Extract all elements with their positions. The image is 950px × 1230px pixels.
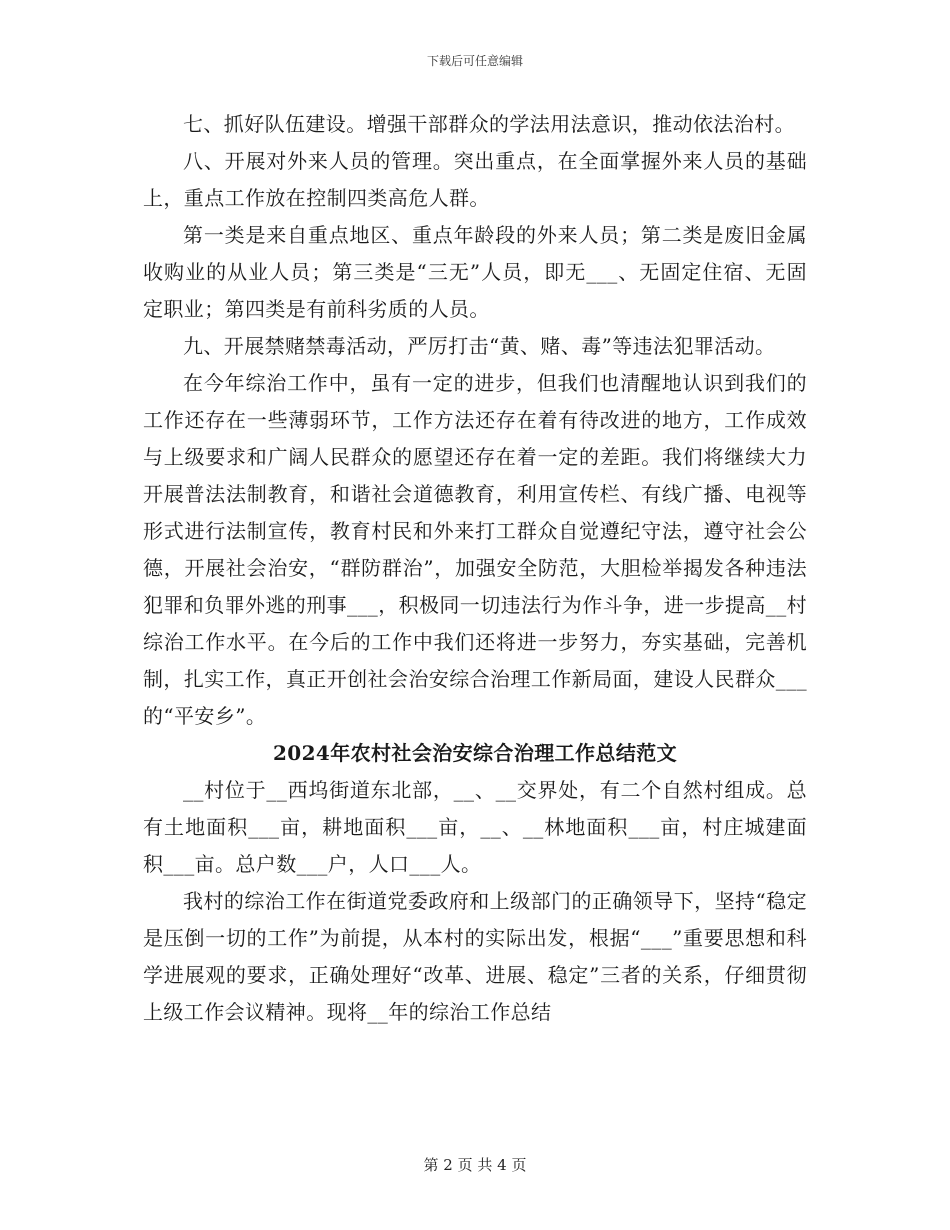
page-number: 第 2 页 共 4 页 — [423, 1156, 527, 1174]
paragraph-categories: 第一类是来自重点地区、重点年龄段的外来人员；第二类是废旧金属收购业的从业人员；第三类是“三无”人员，即无___、无固定住宿、无固定职业；第四类是有前科劣质的人员。 — [143, 223, 807, 321]
paragraph-item-8: 八、开展对外来人员的管理。突出重点，在全面掌握外来人员的基础上，重点工作放在控制四类高危人群。 — [143, 149, 807, 210]
paragraph-summary: 在今年综治工作中，虽有一定的进步，但我们也清醒地认识到我们的工作还存在一些薄弱环节，工作方法还存在着有待改进的地方，工作成效与上级要求和广阔人民群众的愿望还存在着一定的差距。我们将继续大力开展普法法制教育，和谐社会道德教育，利用宣传栏、有线广播、电视等形式进行法制宣传，教育村民和外来打工群众自觉遵纪守法，遵守社会公德，开展社会治安，“群防群治”，加强安全防范，大胆检举揭发各种违法犯罪和负罪外逃的刑事___，积极同一切违法行为作斗争，进一步提高__村综治工作水平。在今后的工作中我们还将进一步努力，夯实基础，完善机制，扎实工作，真正开创社会治安综合治理工作新局面，建设人民群众___的“平安乡”。 — [143, 371, 807, 728]
paragraph-village-intro: __村位于__西坞街道东北部，__、__交界处，有二个自然村组成。总有土地面积___亩，耕地面积___亩，__、__林地面积___亩，村庄城建面积___亩。总户数___户，人口___人。 — [143, 778, 807, 876]
paragraph-work-overview: 我村的综治工作在街道党委政府和上级部门的正确领导下，坚持“稳定是压倒一切的工作”为前提，从本村的实际出发，根据“___”重要思想和科学进展观的要求，正确处理好“改革、进展、稳定”三者的关系，仔细贯彻上级工作会议精神。现将__年的综治工作总结 — [143, 889, 807, 1024]
document-body — [143, 106, 807, 1031]
page-header: 下载后可任意编辑 — [426, 54, 523, 68]
paragraph-item-7: 七、抓好队伍建设。增强干部群众的学法用法意识，推动依法治村。 — [183, 112, 795, 136]
section-title: 2024年农村社会治安综合治理工作总结范文 — [272, 741, 678, 765]
paragraph-item-9: 九、开展禁赌禁毒活动，严厉打击“黄、赌、毒”等违法犯罪活动。 — [183, 334, 776, 358]
